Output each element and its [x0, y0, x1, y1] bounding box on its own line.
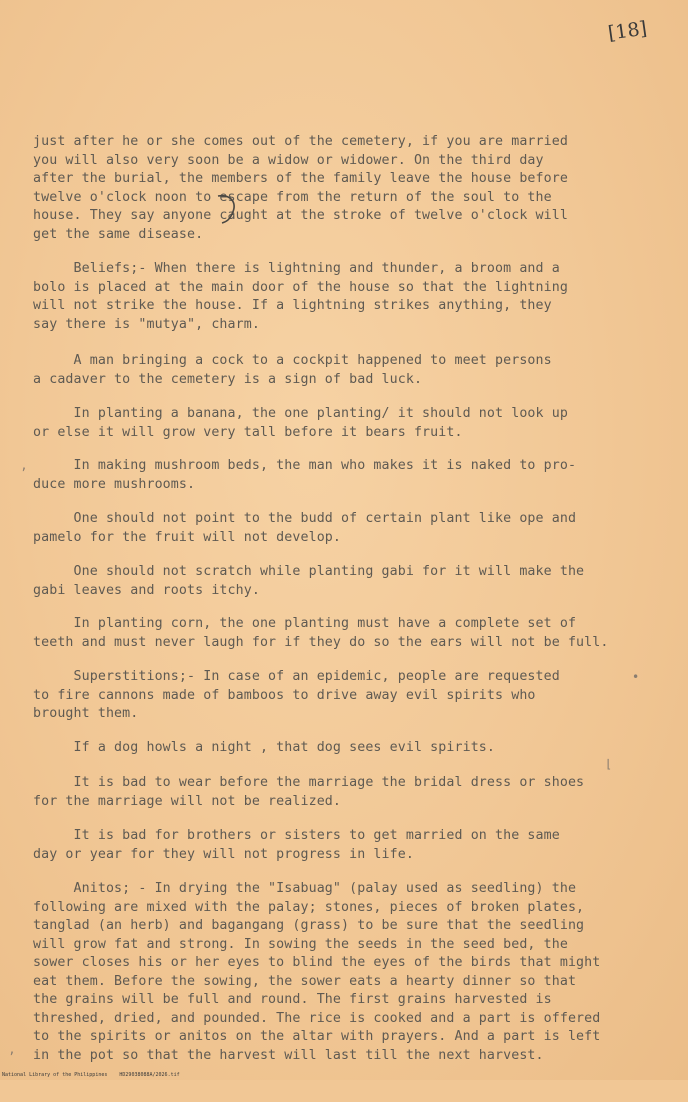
margin-squiggle: ⌊ — [605, 757, 613, 771]
paragraph-anitos: Anitos; - In drying the "Isabuag" (palay used as seedling) the following are mixed with the palay; stones, pieces of broken plates, tanglad (an herb) and bagangang (grass) to be sure that the seedling will grow fat and strong. In sowing the seeds in the seed bed, the sower closes his or her eyes to blind the eyes of the birds that might eat them. Before the sowing, the sower eats a hearty dinner so that the grains will be full and round. The first grains harvested is threshed, dried, and pounded. The rice is cooked and a part is offered to the spirits or anitos on the altar with prayers. And a part is left in the pot so that the harvest will last till the next harvest. — [33, 881, 601, 1063]
paragraph-siblings: It is bad for brothers or sisters to get married on the same day or year for they will not progress in life. — [33, 828, 560, 862]
archive-footer: National Library of the Philippines HD29038088A/2026.tif — [2, 1072, 180, 1078]
paragraph-gabi: One should not scratch while planting gabi for it will make the gabi leaves and roots itchy. — [33, 564, 585, 598]
page-number: [18] — [606, 17, 649, 45]
margin-comma: ’ — [8, 1050, 16, 1064]
paragraph-mushroom: In making mushroom beds, the man who makes it is naked to pro- duce more mushrooms. — [33, 458, 577, 492]
paragraph-beliefs: Beliefs;- When there is lightning and thunder, a broom and a bolo is placed at the main door of the house so that the lightning will not strike the house. If a lightning strikes anything, they say there is "mutya", charm. — [33, 261, 568, 332]
paragraph-banana: In planting a banana, the one planting/ it should not look up or else it will grow very tall before it bears fruit. — [33, 406, 568, 440]
paragraph-1: just after he or she comes out of the cemetery, if you are married you will also very soon be a widow or widower. On the third day after the burial, the members of the family leave the house before twelve o'clock noon to escape from the return of the soul to the house. They say anyone caught at the stroke of twelve o'clock will get the same disease. — [33, 134, 568, 242]
paragraph-corn: In planting corn, the one planting must have a complete set of teeth and must never laugh for if they do so the ears will not be full. — [33, 616, 609, 650]
paragraph-ope: One should not point to the budd of certain plant like ope and pamelo for the fruit will not develop. — [33, 511, 577, 545]
paragraph-dog: If a dog howls a night , that dog sees evil spirits. — [33, 740, 496, 755]
margin-dot: • — [632, 670, 640, 684]
paragraph-bridal: It is bad to wear before the marriage the bridal dress or shoes for the marriage will not be realized. — [33, 775, 585, 809]
pen-bracket-mark — [212, 192, 242, 226]
paragraph-superstitions: Superstitions;- In case of an epidemic, people are requested to fire cannons made of bamboos to drive away evil spirits who brought them. — [33, 669, 560, 721]
margin-tick: ’ — [20, 466, 28, 480]
paragraph-cockpit: A man bringing a cock to a cockpit happened to meet persons a cadaver to the cemetery is a sign of bad luck. — [33, 353, 552, 387]
